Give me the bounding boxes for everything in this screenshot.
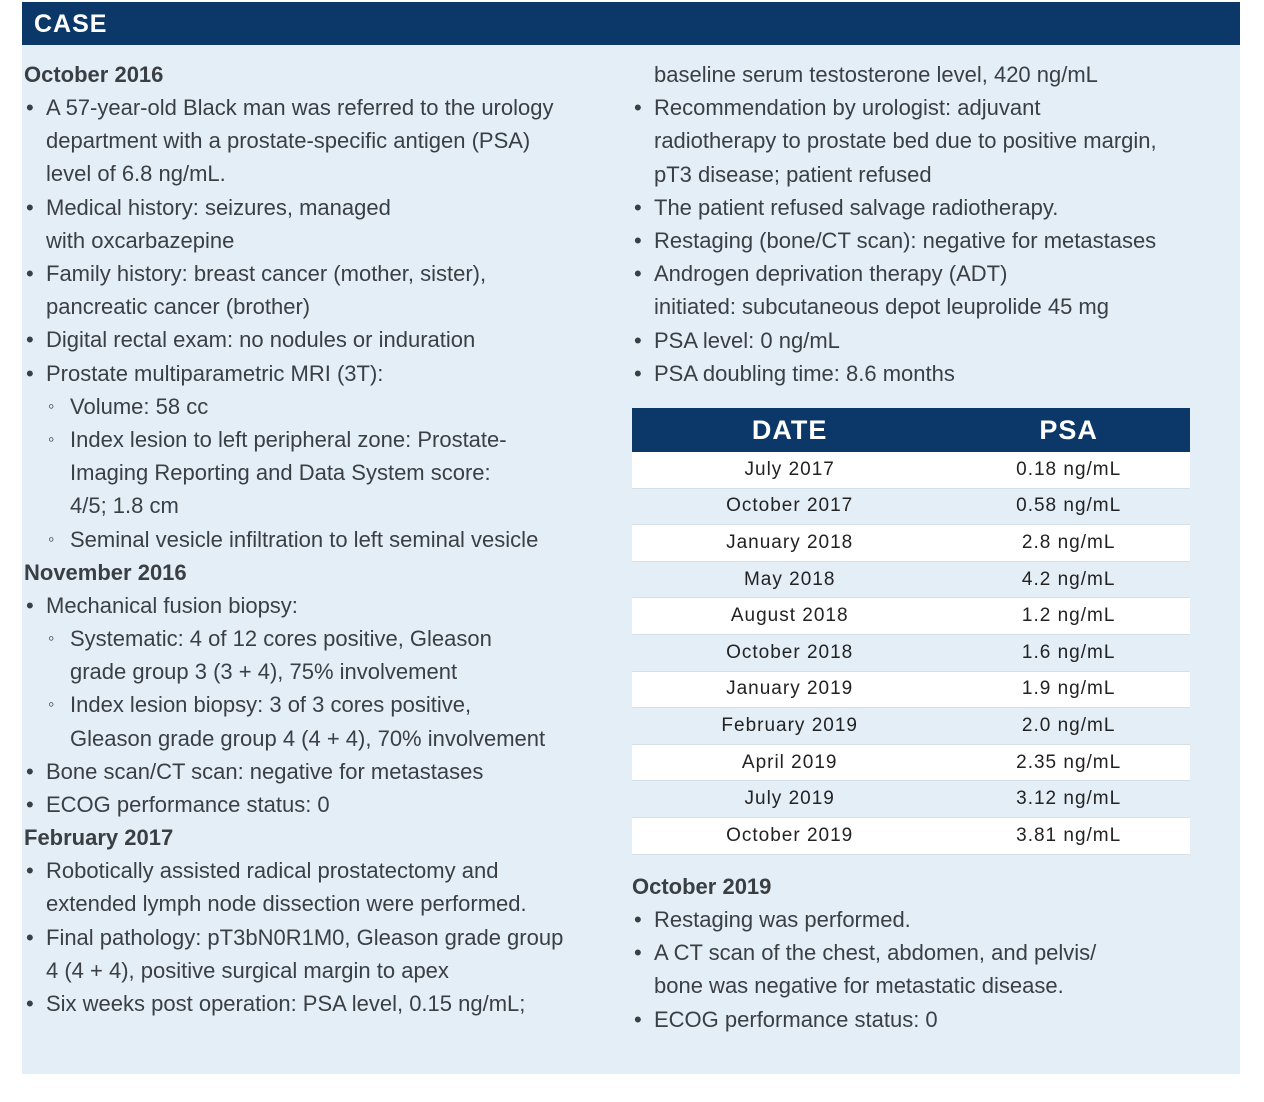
list-item: • PSA doubling time: 8.6 months — [632, 357, 1202, 390]
table-row — [632, 525, 1190, 562]
list-item: • Recommendation by urologist: adjuvant radiotherapy to prostate bed due to positive margin, pT3 disease; patient refused — [632, 91, 1202, 191]
list-item: • A CT scan of the chest, abdomen, and pelvis/ bone was negative for metastatic disease. — [632, 936, 1202, 1002]
november-2016-list-cont — [24, 755, 604, 821]
date-cell: October 2018 — [632, 634, 947, 671]
list-item: • Final pathology: pT3bN0R1M0, Gleason grade group 4 (4 + 4), positive surgical margin to apex — [24, 921, 604, 987]
list-item: • The patient refused salvage radiotherapy. — [632, 191, 1202, 224]
psa-cell: 2.35 ng/mL — [947, 744, 1190, 781]
psa-cell: 0.58 ng/mL — [947, 488, 1190, 525]
date-cell: August 2018 — [632, 598, 947, 635]
table-row — [632, 781, 1190, 818]
table-row — [632, 634, 1190, 671]
date-cell: October 2017 — [632, 488, 947, 525]
list-item: • ECOG performance status: 0 — [632, 1003, 1202, 1036]
date-cell: January 2018 — [632, 525, 947, 562]
date-cell: July 2017 — [632, 452, 947, 488]
list-item: • Six weeks post operation: PSA level, 0.15 ng/mL; — [24, 987, 604, 1020]
psa-cell: 4.2 ng/mL — [947, 561, 1190, 598]
list-item: • Family history: breast cancer (mother, sister), pancreatic cancer (brother) — [24, 257, 604, 323]
section-title-november-2016: November 2016 — [24, 559, 187, 585]
left-column — [24, 58, 604, 1020]
section-title-february-2017: February 2017 — [24, 825, 174, 851]
list-item: • Restaging was performed. — [632, 903, 1202, 936]
psa-cell: 3.12 ng/mL — [947, 781, 1190, 818]
table-header-date: DATE — [632, 408, 947, 452]
list-item: • Robotically assisted radical prostatectomy and extended lymph node dissection were performed. — [24, 854, 604, 920]
right-column — [632, 58, 1202, 390]
list-item: • PSA level: 0 ng/mL — [632, 324, 1202, 357]
table-row — [632, 708, 1190, 745]
psa-cell: 2.0 ng/mL — [947, 708, 1190, 745]
list-item: • Mechanical fusion biopsy: — [24, 589, 604, 622]
list-item: • Prostate multiparametric MRI (3T): — [24, 357, 604, 390]
date-cell: February 2019 — [632, 708, 947, 745]
table-row — [632, 744, 1190, 781]
february-2017-list-cont — [632, 58, 1202, 390]
date-cell: July 2019 — [632, 781, 947, 818]
list-item: • Bone scan/CT scan: negative for metastases — [24, 755, 604, 788]
february-2017-list — [24, 854, 604, 1020]
right-column-bottom — [632, 870, 1202, 1036]
sub-list-item: ◦ Systematic: 4 of 12 cores positive, Gleason grade group 3 (3 + 4), 75% involvement — [48, 622, 604, 688]
sub-list-item: ◦ Index lesion biopsy: 3 of 3 cores positive, Gleason grade group 4 (4 + 4), 70% involvement — [48, 688, 604, 754]
psa-cell: 1.6 ng/mL — [947, 634, 1190, 671]
sub-list-item: ◦ Index lesion to left peripheral zone: Prostate- Imaging Reporting and Data System score: 4/5; 1.8 cm — [48, 423, 604, 523]
date-cell: January 2019 — [632, 671, 947, 708]
november-2016-list — [24, 589, 604, 622]
section-title-october-2016: October 2016 — [24, 62, 164, 87]
psa-cell: 2.8 ng/mL — [947, 525, 1190, 562]
case-header: CASE — [22, 2, 1240, 45]
section-title-october-2019: October 2019 — [632, 874, 772, 899]
list-item: • Medical history: seizures, managed with oxcarbazepine — [24, 191, 604, 257]
sub-list-item: ◦ Volume: 58 cc — [48, 390, 604, 423]
psa-cell: 0.18 ng/mL — [947, 452, 1190, 488]
psa-table — [632, 408, 1190, 855]
table-row — [632, 561, 1190, 598]
list-item: • Androgen deprivation therapy (ADT) initiated: subcutaneous depot leuprolide 45 mg — [632, 257, 1202, 323]
table-row — [632, 671, 1190, 708]
psa-cell: 1.2 ng/mL — [947, 598, 1190, 635]
list-item: • A 57-year-old Black man was referred to the urology department with a prostate-specific antigen (PSA) level of 6.8 ng/mL. — [24, 91, 604, 191]
table-row — [632, 598, 1190, 635]
date-cell: April 2019 — [632, 744, 947, 781]
list-item: • Restaging (bone/CT scan): negative for metastases — [632, 224, 1202, 257]
list-item-continued: baseline serum testosterone level, 420 ng/mL — [654, 62, 1098, 87]
date-cell: October 2019 — [632, 817, 947, 854]
october-2016-list — [24, 91, 604, 390]
table-row — [632, 488, 1190, 525]
table-header-psa: PSA — [947, 408, 1190, 452]
date-cell: May 2018 — [632, 561, 947, 598]
table-row — [632, 817, 1190, 854]
table-row — [632, 452, 1190, 488]
list-item: • Digital rectal exam: no nodules or induration — [24, 323, 604, 356]
list-item: • ECOG performance status: 0 — [24, 788, 604, 821]
mri-sublist — [48, 390, 604, 556]
october-2019-list — [632, 903, 1202, 1036]
psa-cell: 3.81 ng/mL — [947, 817, 1190, 854]
psa-cell: 1.9 ng/mL — [947, 671, 1190, 708]
sub-list-item: ◦ Seminal vesicle infiltration to left seminal vesicle — [48, 523, 604, 556]
biopsy-sublist — [48, 622, 604, 755]
